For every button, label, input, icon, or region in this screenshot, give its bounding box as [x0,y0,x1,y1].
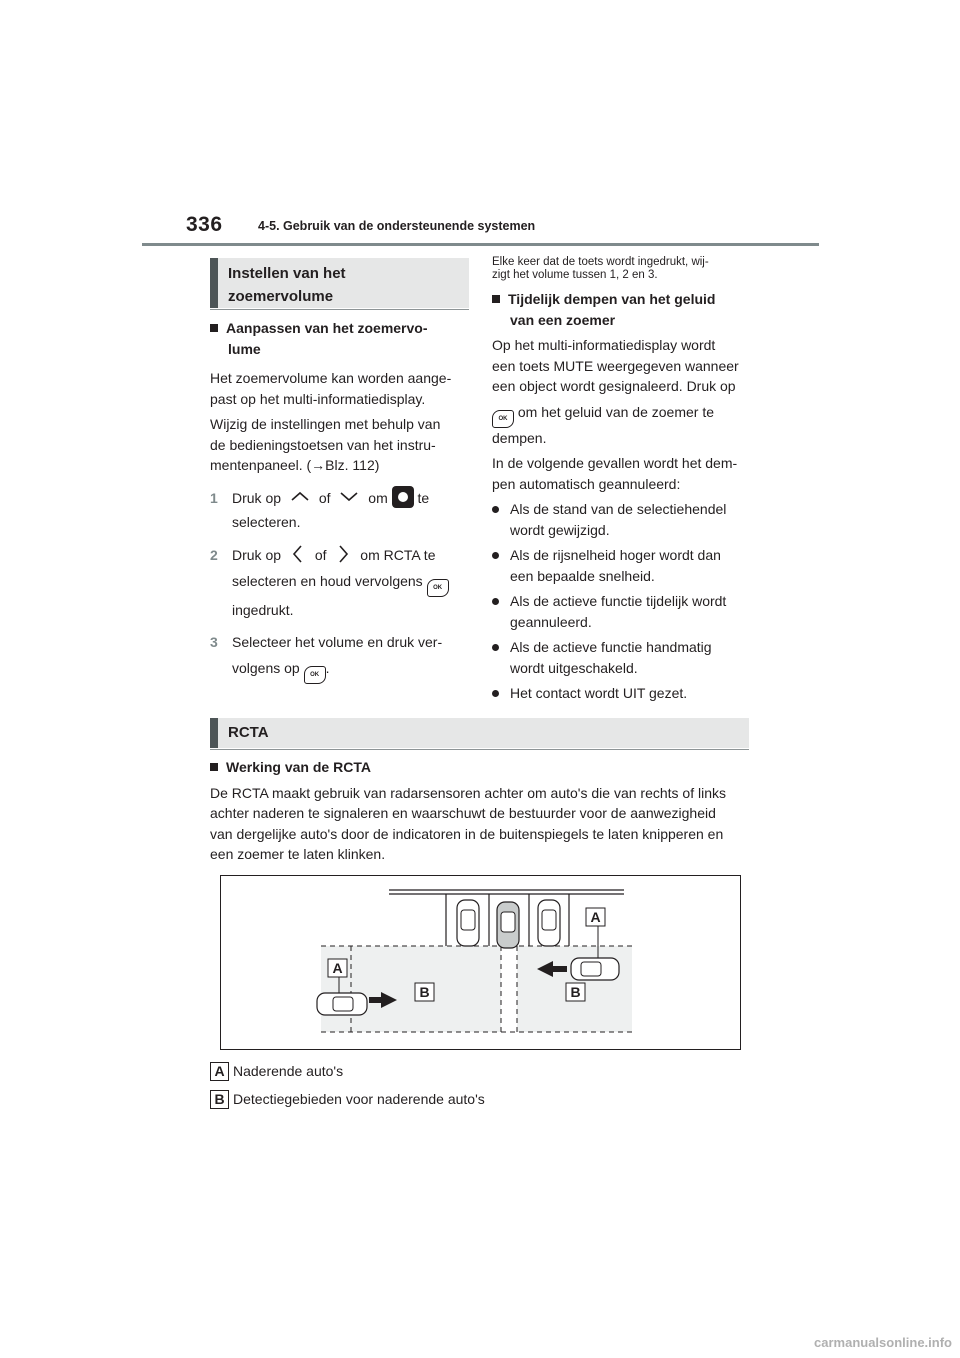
figure-legend [210,1057,485,1113]
legend-item: B Detectiegebieden voor naderende auto's [210,1085,485,1113]
rcta-diagram-svg [221,876,740,1049]
chevron-up-icon [285,489,315,503]
watermark: carmanualsonline.info [814,1335,952,1350]
chapter-title: 4-5. Gebruik van de ondersteunende systemen [258,219,536,233]
square-bullet-icon [210,763,218,771]
figure-label-a: A [332,960,343,976]
figure-label-b: B [419,984,430,1000]
paragraph: Wijzig de instellingen met behulp van de bedieningstoetsen van het instru- mentenpaneel. (→Blz. 112) [210,416,441,473]
section-title-line: zoemervolume [228,288,334,305]
chevron-down-icon [334,489,364,503]
figure-label-b: B [570,984,581,1000]
ok-button-icon: OK [304,666,326,684]
rcta-body [210,757,750,865]
subheading-rcta: Werking van de RCTA [210,757,750,778]
step-3: 3 Selecteer het volume en druk ver- volgens op OK . [210,629,470,684]
list-item: Het contact wordt UIT gezet. [492,683,754,704]
left-column [210,318,470,684]
figure-label-a: A [590,909,601,925]
ok-button-icon: OK [427,579,449,597]
section-title-rcta: RCTA [210,718,749,748]
bullet-list [492,499,754,704]
right-column [492,256,754,704]
paragraph: De RCTA maakt gebruik van radarsensoren achter om auto's die van rechts of links achter naderen te signaleren en waarschuwt de bestuurder voor de aanwezigheid van dergelijke auto's door de indicatoren in de buitenspiegels te laten knipperen en een zoemer te laten klinken. [210,784,726,862]
gear-icon [392,486,414,508]
chevron-left-icon [285,543,311,565]
paragraph: Op het multi-informatiedisplay wordt een toets MUTE weergegeven wanneer een object wordt gesignaleerd. Druk op OK om het geluid van de zoemer te dempen. [492,337,739,446]
step-1: 1 Druk op of om te selecteren. [210,486,470,534]
note: Elke keer dat de toets wordt ingedrukt, wij- zigt het volume tussen 1, 2 en 3. [492,256,709,281]
rcta-diagram [220,875,741,1050]
list-item: Als de actieve functie handmatig wordt uitgeschakeld. [492,637,754,678]
square-bullet-icon [492,295,500,303]
chevron-right-icon [330,543,356,565]
ok-button-icon: OK [492,410,514,428]
step-2: 2 Druk op of om RCTA te selecteren en houd vervolgens OK ingedrukt. [210,542,470,623]
paragraph: In de volgende gevallen wordt het dem- pen automatisch geannuleerd: [492,455,738,492]
section-title-line: Instellen van het [228,265,346,282]
header-rule [142,243,819,246]
list-item: Als de actieve functie tijdelijk wordt geannuleerd. [492,591,754,632]
section-title-volume [210,258,469,308]
subheading-mute: Tijdelijk dempen van het geluid [492,289,754,310]
subheading-mute-line2: van een zoemer [510,311,616,328]
paragraph: Het zoemervolume kan worden aange- past op het multi-informatiedisplay. [210,370,452,407]
subheading-adjust: Aanpassen van het zoemervo- [210,318,470,339]
subheading-adjust-line2: lume [228,340,261,357]
legend-item: A Naderende auto's [210,1057,485,1085]
square-bullet-icon [210,324,218,332]
list-item: Als de stand van de selectiehendel wordt gewijzigd. [492,499,754,540]
page-number: 336 [186,213,223,236]
list-item: Als de rijsnelheid hoger wordt dan een bepaalde snelheid. [492,545,754,586]
